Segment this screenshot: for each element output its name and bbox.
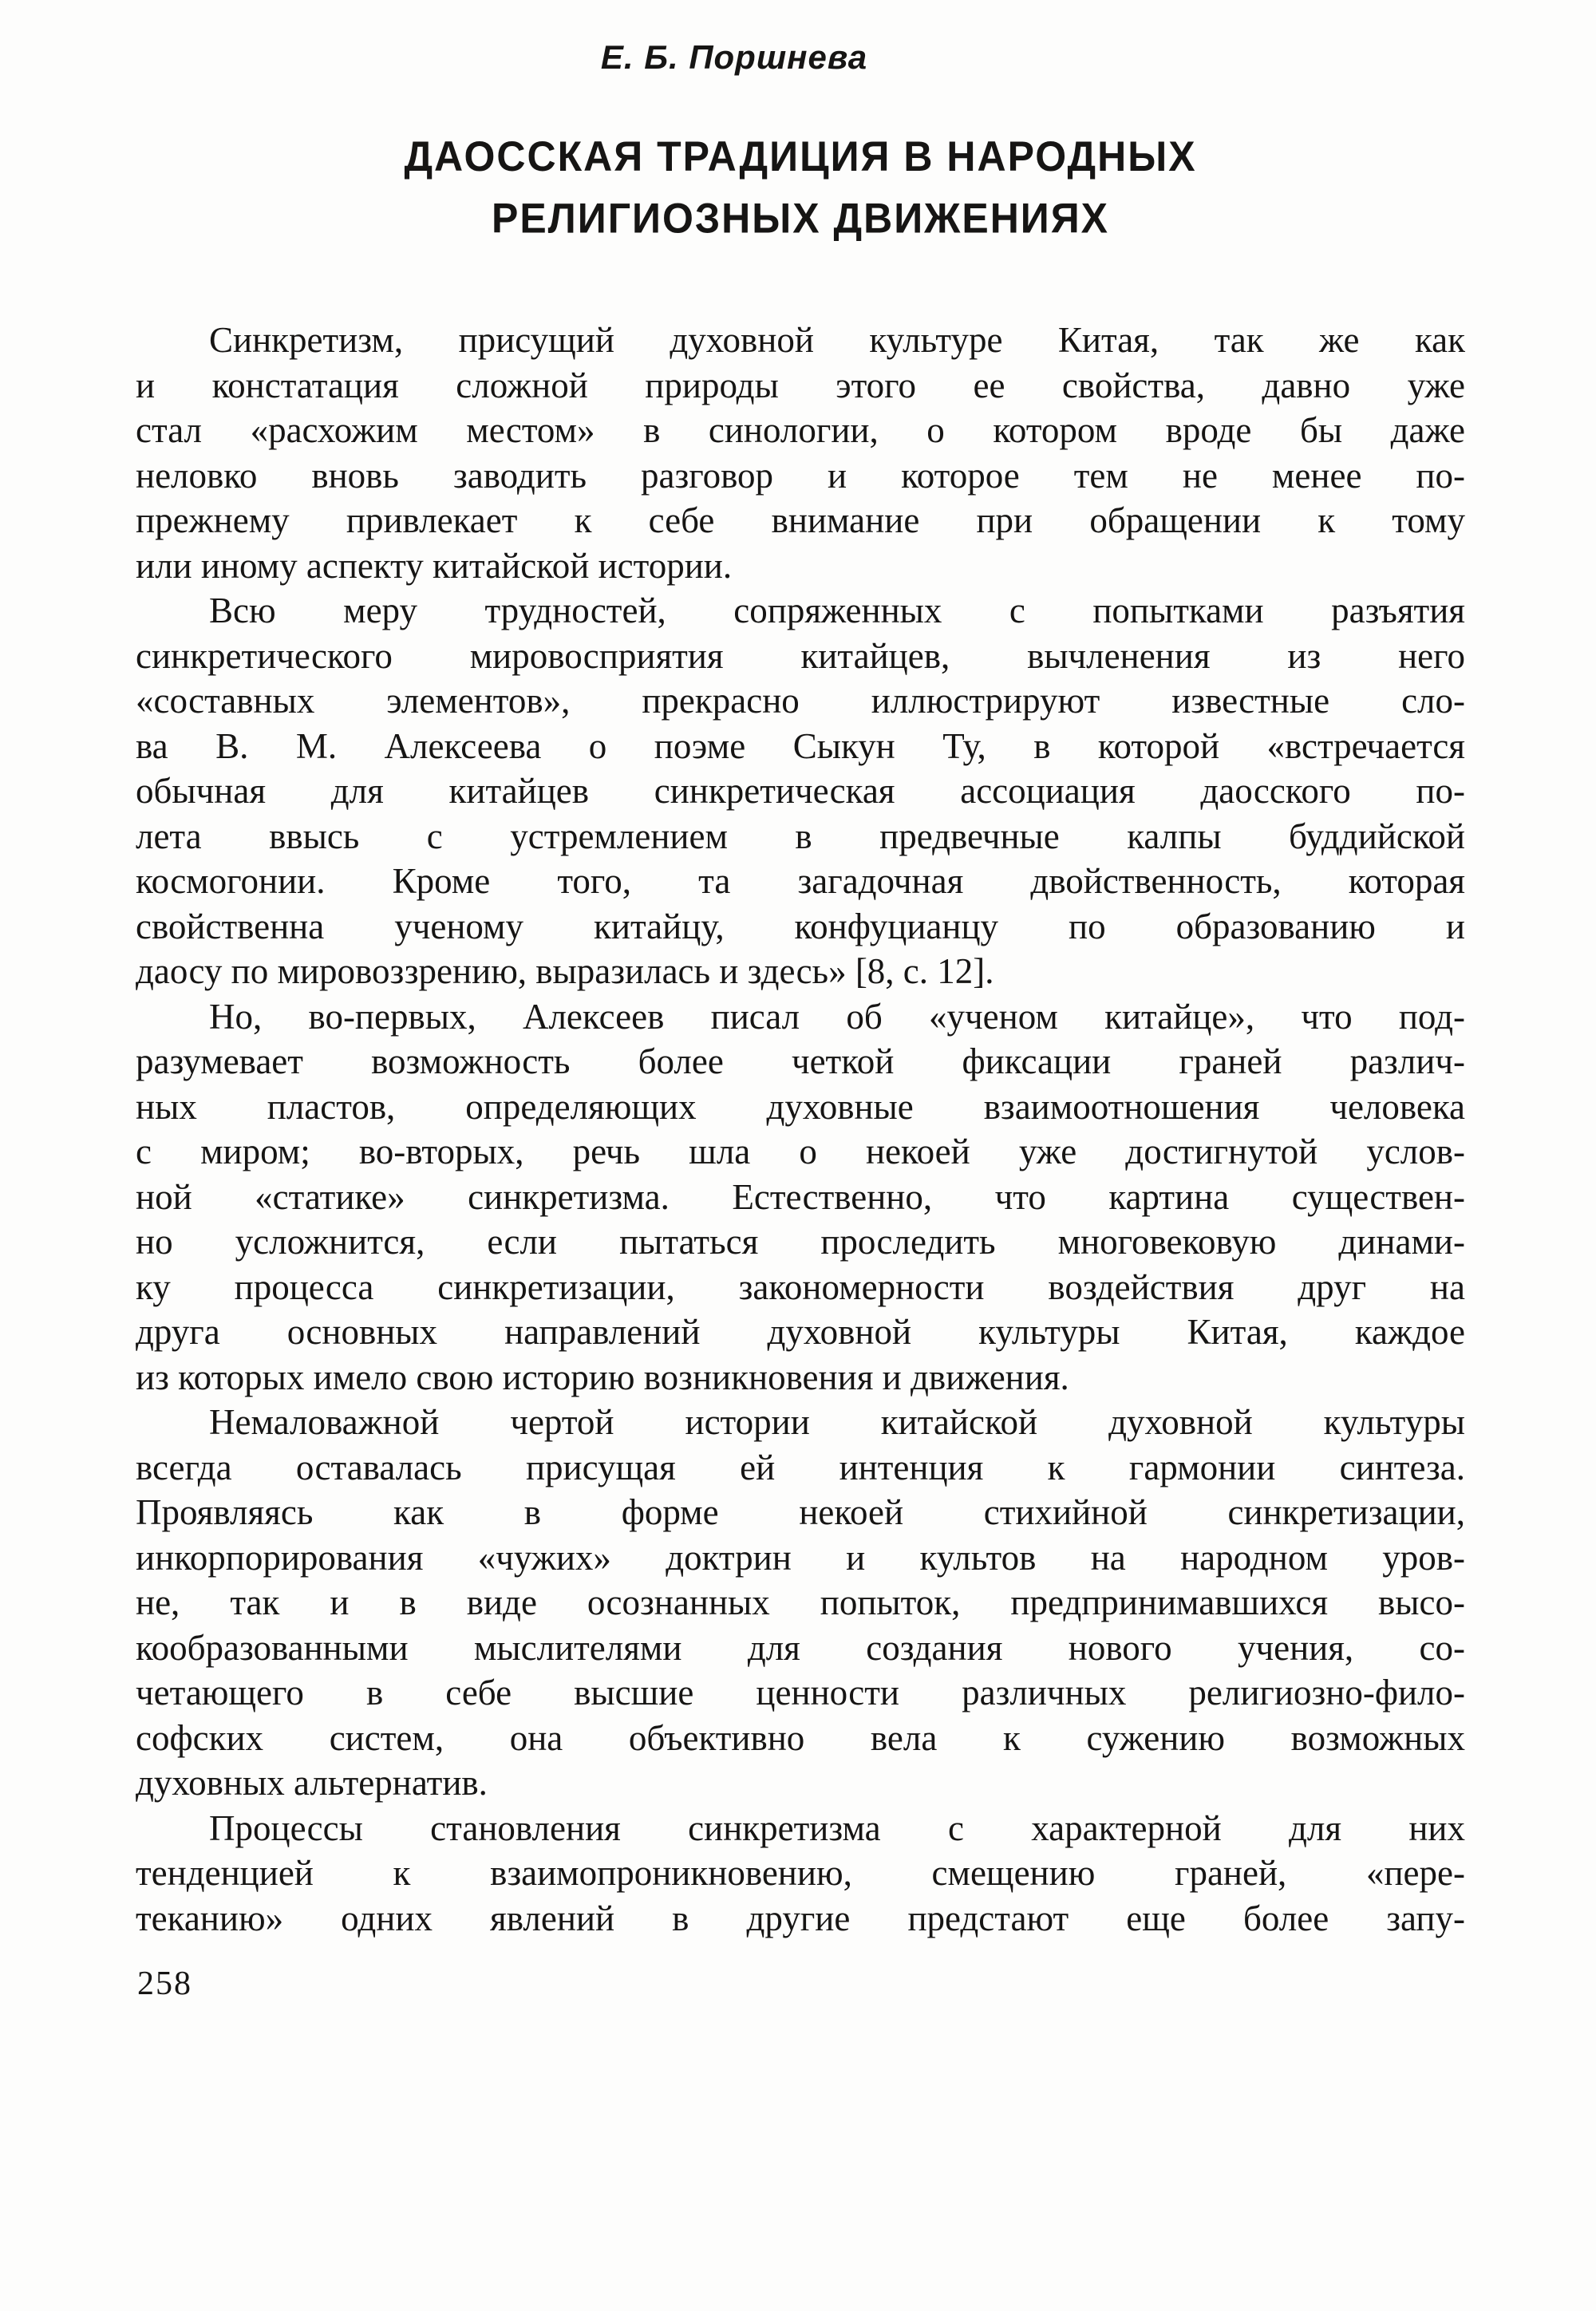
text-line: стал «расхожим местом» в синологии, о котором вроде бы даже xyxy=(136,410,1465,450)
text-line: или иному аспекту китайской истории. xyxy=(136,545,733,586)
text-line: лета ввысь с устремлением в предвечные калпы буддийской xyxy=(136,816,1465,856)
text-line: ных пластов, определяющих духовные взаимоотношения человека xyxy=(136,1086,1465,1127)
article-title xyxy=(136,126,1465,250)
text-line: Немаловажной чертой истории китайской духовной культуры xyxy=(209,1402,1465,1442)
text-line: инкорпорирования «чужих» доктрин и культов на народном уров- xyxy=(136,1537,1465,1578)
text-line: свойственна ученому китайцу, конфуцианцу по образованию и xyxy=(136,906,1465,946)
text-line: и констатация сложной природы этого ее свойства, давно уже xyxy=(136,365,1465,405)
text-line: Но, во-первых, Алексеев писал об «ученом китайце», что под- xyxy=(209,996,1465,1037)
text-line: Всю меру трудностей, сопряженных с попытками разъятия xyxy=(209,591,1465,630)
text-line: ва В. М. Алексеева о поэме Сыкун Ту, в которой «встречается xyxy=(136,725,1465,766)
author-name: Е. Б. Поршнева xyxy=(600,38,868,76)
text-line: ку процесса синкретизации, закономерности воздействия друг на xyxy=(136,1266,1465,1307)
text-line: ной «статике» синкретизма. Естественно, что картина существен- xyxy=(136,1176,1465,1217)
text-line: теканию» одних явлений в другие предстают еще более запу- xyxy=(136,1898,1465,1938)
article-title-line-1: ДАОССКАЯ ТРАДИЦИЯ В НАРОДНЫХ xyxy=(404,132,1197,180)
text-line: Процессы становления синкретизма с характерной для них xyxy=(209,1807,1465,1848)
paragraph xyxy=(136,1400,1465,1806)
text-line: прежнему привлекает к себе внимание при обращении к тому xyxy=(136,500,1465,540)
article-title-line-2: РЕЛИГИОЗНЫХ ДВИЖЕНИЯХ xyxy=(491,194,1110,243)
text-line: всегда оставалась присущая ей интенция к гармонии синтеза. xyxy=(136,1447,1465,1487)
text-line: Синкретизм, присущий духовной культуре Китая, так же как xyxy=(209,320,1465,360)
paragraph xyxy=(136,588,1465,994)
text-line: четающего в себе высшие ценности различных религиозно-фило- xyxy=(136,1673,1465,1713)
text-line: синкретического мировосприятия китайцев, вычленения из него xyxy=(136,635,1465,676)
text-line: космогонии. Кроме того, та загадочная двойственность, которая xyxy=(136,861,1465,901)
text-line: даосу по мировоззрению, выразилась и здесь» [8, с. 12]. xyxy=(136,951,994,991)
paragraph xyxy=(136,318,1465,588)
paragraph xyxy=(136,994,1465,1400)
text-line: не, так и в виде осознанных попыток, предпринимавшихся высо- xyxy=(136,1582,1465,1622)
text-line: Проявляясь как в форме некоей стихийной синкретизации, xyxy=(136,1492,1465,1532)
text-line: из которых имело свою историю возникновения и движения. xyxy=(136,1357,1069,1397)
text-line: «составных элементов», прекрасно иллюстрируют известные сло- xyxy=(136,681,1465,721)
article-body xyxy=(136,318,1465,1941)
text-line: друга основных направлений духовной культуры Китая, каждое xyxy=(136,1312,1465,1352)
page-number: 258 xyxy=(137,1965,192,2002)
text-line: тенденцией к взаимопроникновению, смещению граней, «пере- xyxy=(136,1853,1465,1893)
text-line: неловко вновь заводить разговор и которое тем не менее по- xyxy=(136,455,1465,496)
paragraph xyxy=(136,1806,1465,1942)
text-line: кообразованными мыслителями для создания нового учения, со- xyxy=(136,1627,1465,1668)
text-line: разумевает возможность более четкой фиксации граней различ- xyxy=(136,1041,1465,1081)
text-line: духовных альтернатив. xyxy=(136,1763,488,1803)
text-line: с миром; во-вторых, речь шла о некоей уже достигнутой услов- xyxy=(136,1132,1465,1171)
text-line: софских систем, она объективно вела к сужению возможных xyxy=(136,1717,1465,1758)
text-line: но усложнится, если пытаться проследить многовековую динами- xyxy=(136,1222,1465,1262)
text-line: обычная для китайцев синкретическая ассоциация даосского по- xyxy=(136,771,1465,811)
